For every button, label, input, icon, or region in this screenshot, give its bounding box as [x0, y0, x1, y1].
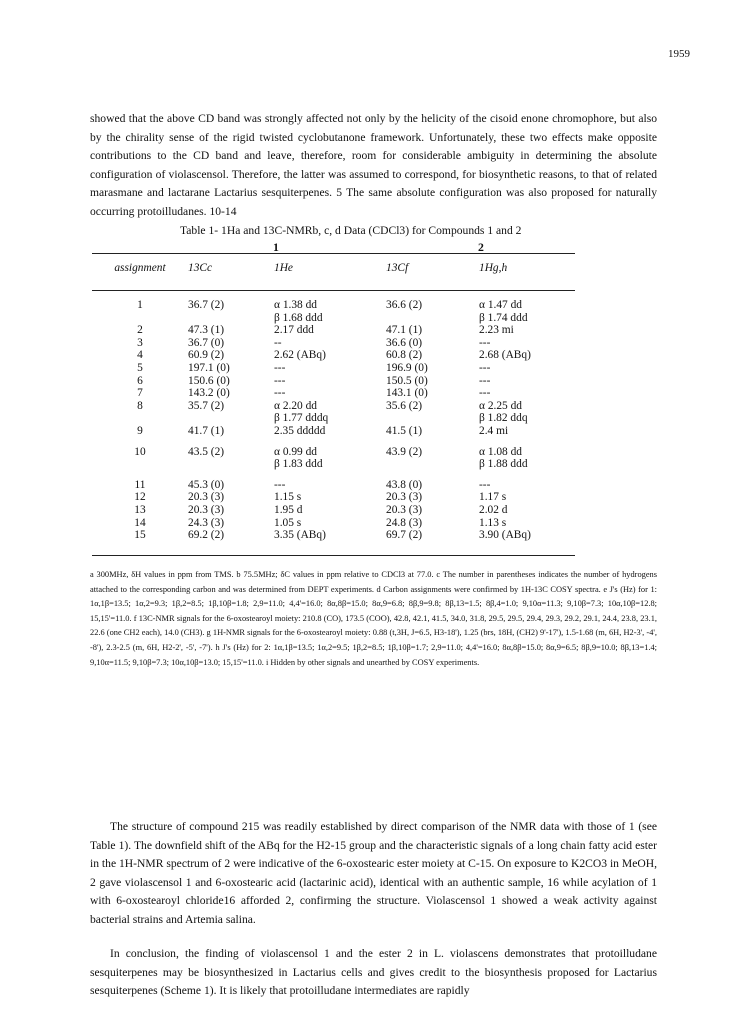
table-cell: 69.7 (2) [386, 529, 423, 542]
header-1h-compound-1: 1He [274, 254, 386, 291]
table-cell: α 1.38 dd [274, 299, 317, 311]
table-cell: α 0.99 dd [274, 445, 317, 458]
table-cell: 1.15 s [274, 491, 302, 504]
table-cell: 150.6 (0) [188, 374, 230, 387]
table-cell: --- [479, 478, 491, 491]
table-cell: 2.35 ddddd [274, 424, 326, 437]
table-cell: 2.23 mi [479, 324, 514, 337]
table-cell: 20.3 (3) [386, 503, 423, 516]
table-cell: 20.3 (3) [188, 503, 225, 516]
table-cell: 1 [137, 299, 143, 311]
table-cell: 47.3 (1) [188, 324, 225, 337]
table-row [92, 438, 575, 459]
table-cell: 10 [134, 445, 146, 458]
table-cell: β 1.68 ddd [274, 311, 323, 324]
table-cell: -- [274, 336, 282, 349]
table-cell: β 1.83 ddd [274, 458, 323, 471]
table-row [92, 337, 575, 350]
table-cell: 20.3 (3) [386, 491, 423, 504]
table-row [92, 529, 575, 542]
table-cell: 20.3 (3) [188, 491, 225, 504]
header-assignment: assignment [92, 254, 188, 291]
table-cell: 196.9 (0) [386, 361, 428, 374]
table-cell: --- [274, 374, 286, 387]
table-cell: 6 [137, 374, 143, 387]
table-row [92, 400, 575, 413]
table-cell: α 2.25 dd [479, 399, 522, 412]
table-cell: 43.9 (2) [386, 445, 423, 458]
table-cell: 2.17 ddd [274, 324, 314, 337]
table-cell: 36.6 (2) [386, 299, 423, 311]
table-cell: 41.7 (1) [188, 424, 225, 437]
table-cell: 45.3 (0) [188, 478, 225, 491]
table-row [92, 471, 575, 492]
table-cell: 5 [137, 361, 143, 374]
table-cell: 143.1 (0) [386, 387, 428, 400]
table-cell: 60.8 (2) [386, 349, 423, 362]
table-row [92, 375, 575, 388]
table-caption: Table 1- 1Ha and 13C-NMRb, c, d Data (CDCl3) for Compounds 1 and 2 [180, 224, 522, 237]
table-cell: 8 [137, 399, 143, 412]
table-cell [188, 412, 274, 425]
table-cell: 35.6 (2) [386, 399, 423, 412]
table-cell: 2.68 (ABq) [479, 349, 531, 362]
table-row [92, 291, 575, 312]
table-cell: 41.5 (1) [386, 424, 423, 437]
table-cell: β 1.82 ddq [479, 412, 528, 425]
header-1h-compound-2: 1Hg,h [479, 254, 575, 291]
table-cell: 24.8 (3) [386, 516, 423, 529]
table-cell: 36.6 (0) [386, 336, 423, 349]
table-cell [92, 312, 188, 325]
table-cell: α 1.08 dd [479, 445, 522, 458]
body-paragraph-structure: The structure of compound 215 was readily established by direct comparison of the NMR data with those of 1 (see Table 1). The downfield shift of the ABq for the H2-15 group and the characteristic signals of a long chain fatty acid ester in the 1H-NMR spectrum of 2 were indicative of the 6-oxostearic ester moiety at C-15. On exposure to K2CO3 in MeOH, 2 gave violascensol 1 and 6-oxostearic acid (lactarinic acid), identical with an authentic sample, 16 while acylation of 1 with 6-oxostearoyl chloride16 afforded 2, confirming the structure. Violascensol 1 showed a weak activity against bacterial strains and Artemia salina. [90, 820, 657, 926]
compound-2-label: 2 [478, 240, 484, 254]
table-row [92, 491, 575, 504]
table-cell [386, 412, 479, 425]
table-cell: --- [479, 374, 491, 387]
table-cell: 14 [134, 516, 146, 529]
table-cell [386, 312, 479, 325]
table-row [92, 412, 575, 425]
table-cell: 3.35 (ABq) [274, 529, 326, 542]
table-cell: 3.90 (ABq) [479, 529, 531, 542]
page-number: 1959 [668, 48, 690, 60]
table-cell: α 1.47 dd [479, 299, 522, 311]
table-cell: --- [274, 361, 286, 374]
header-13c-compound-2: 13Cf [386, 254, 479, 291]
table-body [92, 291, 575, 542]
table-row [92, 425, 575, 438]
table-cell [92, 458, 188, 471]
table-cell: 2.4 mi [479, 424, 509, 437]
table-row [92, 387, 575, 400]
table-row [92, 504, 575, 517]
table-cell: 15 [134, 529, 146, 542]
table-row [92, 517, 575, 530]
table-cell: 11 [134, 478, 146, 491]
table-cell: β 1.88 ddd [479, 458, 528, 471]
header-13c-compound-1: 13Cc [188, 254, 274, 291]
table-cell [386, 458, 479, 471]
table-row [92, 458, 575, 471]
table-row [92, 362, 575, 375]
table-cell: 35.7 (2) [188, 399, 225, 412]
table-row [92, 312, 575, 325]
table-cell: 12 [134, 491, 146, 504]
table-cell: 1.17 s [479, 491, 507, 504]
table-cell: β 1.77 dddq [274, 412, 329, 425]
body-paragraph-conclusion: In conclusion, the finding of violascensol 1 and the ester 2 in L. violascens demonstrates that protoilludane sesquiterpenes may be biosynthesized in Lactarius cells and gives credit to the biosynthesis proposed for Lactarius sesquiterpenes (Scheme 1). It is likely that protoilludane intermediates are rapidly [90, 947, 657, 998]
table-cell: 1.95 d [274, 503, 303, 516]
table-cell: 143.2 (0) [188, 387, 230, 400]
table-cell [92, 412, 188, 425]
compound-1-label: 1 [273, 240, 279, 254]
table-cell: 43.8 (0) [386, 478, 423, 491]
table-cell: --- [479, 361, 491, 374]
table-cell: 69.2 (2) [188, 529, 225, 542]
table-cell: --- [479, 387, 491, 400]
table-cell: 1.13 s [479, 516, 507, 529]
table-cell [188, 458, 274, 471]
nmr-data-table [92, 253, 575, 542]
body-paragraph-intro: showed that the above CD band was strongly affected not only by the helicity of the cisoid enone chromophore, but also by the chirality sense of the rigid twisted cyclobutanone framework. Unfortunately, these two effects make opposite contributions to the CD band and leave, therefore, room for considerable ambiguity in determining the absolute configuration of violascensol. Therefore, the latter was assumed to correspond, for biosynthetic reasons, to that of related marasmane and lactarane Lactarius sesquiterpenes. 5 The same absolute configuration was also proposed for naturally occurring protoilludanes. 10-14 [90, 112, 657, 218]
table-footnotes: a 300MHz, δH values in ppm from TMS. b 75.5MHz; δC values in ppm relative to CDCl3 at 77.0. c The number in parentheses indicates the number of hydrogens attached to the corresponding carbon and was determined from DEPT experiments. d Carbon assignments were confirmed by 1H-13C COSY spectra. e J's (Hz) for 1: 1α,1β=13.5; 1α,2=9.3; 1β,2=8.5; 1β,10β=1.8; 2,9=11.0; 4,4'=16.0; 8α,8β=15.0; 8α,9=6.8; 8β,9=9.8; 8β,13=1.5; 8β,4=1.0; 9,10α=11.3; 9,10β=7.3; 10α,10β=12.8; 15,15'=11.0. f 13C-NMR signals for the 6-oxostearoyl moiety: 210.8 (CO), 173.5 (COO), 42.8, 42.1, 41.5, 34.0, 31.8, 29.5, 29.5, 29.4, 29.3, 29.2, 29.1, 24.4, 23.8, 23.1, 22.6 (one CH2 each), 14.0 (CH3). g 1H-NMR signals for the 6-oxostearoyl moiety: 0.88 (t,3H, J=6.5, H3-18'), 1.25 (brs, 18H, (CH2) 9'-17'), 1.5-1.68 (m, 6H, H2-3', -4', -8'), 2.3-2.5 (m, 6H, H2-2', -5', -7'). h J's (Hz) for 2: 1α,1β=13.5; 1α,2=9.5; 1β,2=8.5; 1β,10β=1.7; 2,9=11.0; 4,4'=16.0; 8α,8β=15.0; 8α,9=6.5; 8β,9=10.0; 8β,13=1.4; 9,10α=11.5; 9,10β=7.3; 10α,10β=13.0; 15,15'=11.0. i Hidden by other signals and unearthed by COSY experiments. [90, 570, 657, 667]
table-bottom-rule [92, 555, 575, 556]
table-cell: 13 [134, 503, 146, 516]
table-row [92, 324, 575, 337]
table-cell: α 2.20 dd [274, 399, 317, 412]
table-cell: 60.9 (2) [188, 349, 225, 362]
table-cell: --- [274, 387, 286, 400]
table-cell: 150.5 (0) [386, 374, 428, 387]
table-cell: 1.05 s [274, 516, 302, 529]
table-row [92, 349, 575, 362]
table-cell: 2.02 d [479, 503, 508, 516]
table-cell: 43.5 (2) [188, 445, 225, 458]
table-cell: 3 [137, 336, 143, 349]
table-cell: 36.7 (2) [188, 299, 225, 311]
table-cell: 2 [137, 324, 143, 337]
table-cell: 24.3 (3) [188, 516, 225, 529]
table-cell [188, 312, 274, 325]
table-cell: 4 [137, 349, 143, 362]
table-cell: 197.1 (0) [188, 361, 230, 374]
table-cell: --- [274, 478, 286, 491]
table-cell: β 1.74 ddd [479, 311, 528, 324]
table-cell: --- [479, 336, 491, 349]
table-cell: 47.1 (1) [386, 324, 423, 337]
table-cell: 36.7 (0) [188, 336, 225, 349]
table-cell: 9 [137, 424, 143, 437]
table-header-row [92, 254, 575, 291]
table-cell: 2.62 (ABq) [274, 349, 326, 362]
table-cell: 7 [137, 387, 143, 400]
